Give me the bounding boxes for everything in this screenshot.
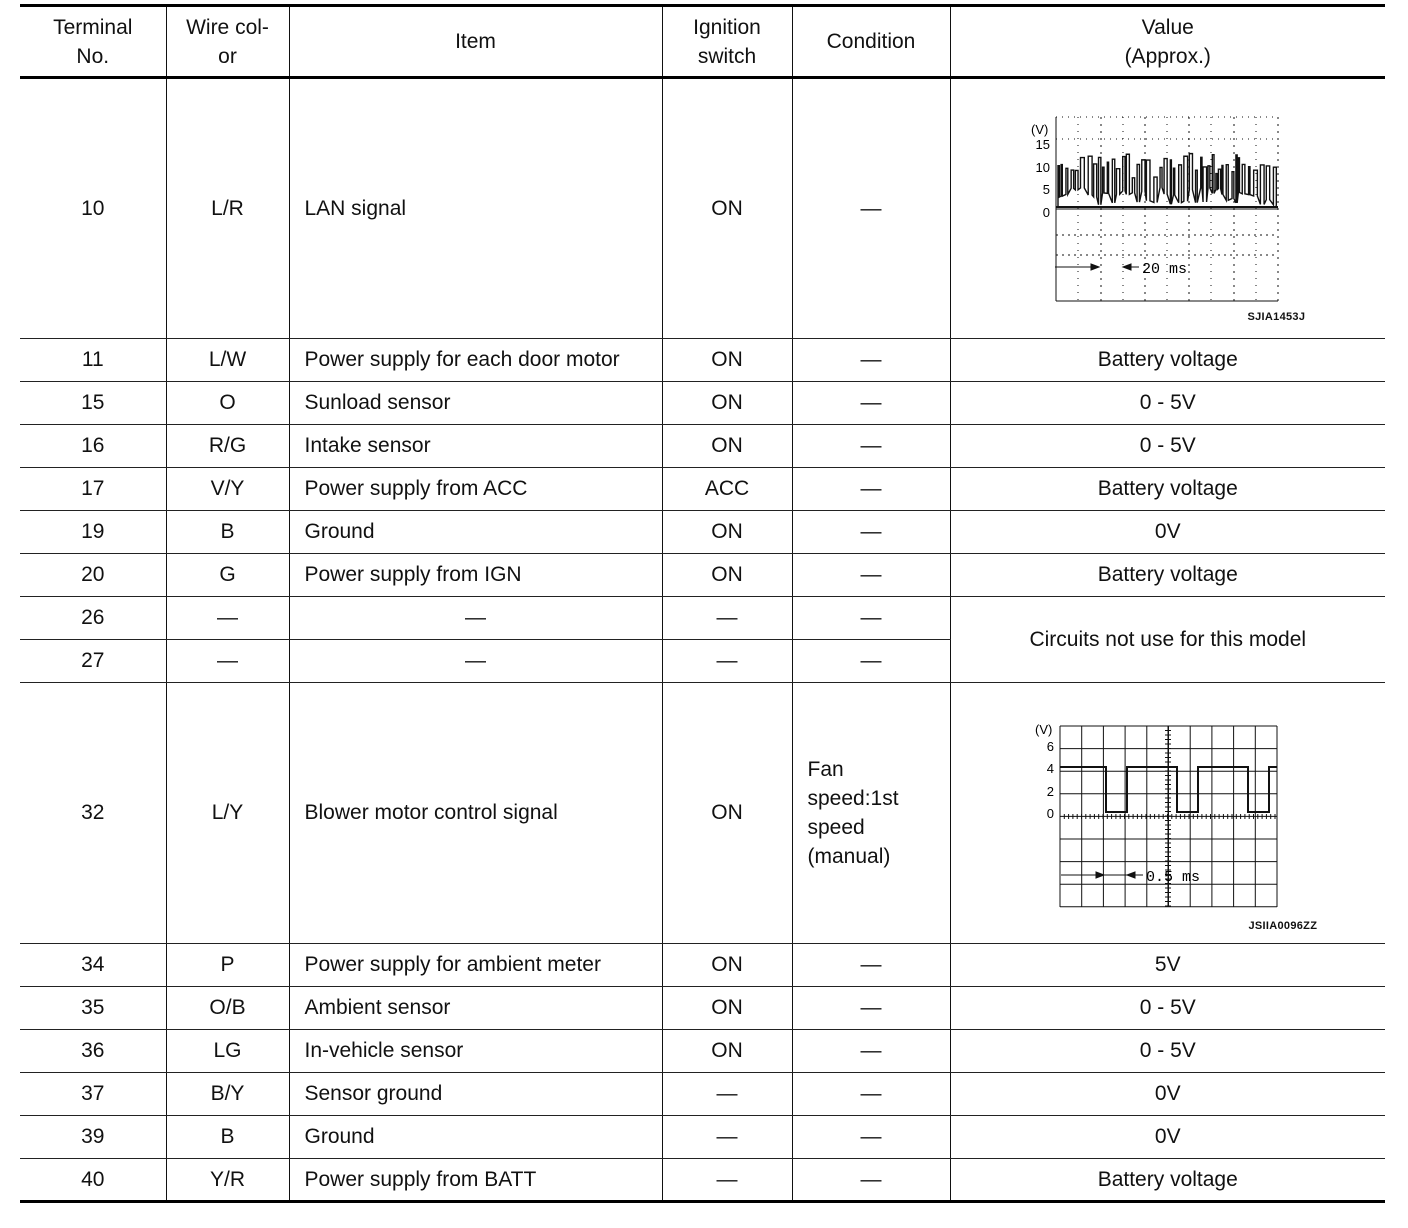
table-row	[20, 78, 1385, 339]
item-name: —	[289, 597, 662, 640]
terminal-number: 35	[20, 987, 166, 1030]
condition: —	[792, 944, 950, 987]
item-name: Power supply from BATT	[289, 1159, 662, 1202]
header-terminal	[20, 6, 166, 78]
table-row	[20, 1030, 1385, 1073]
terminal-number: 37	[20, 1073, 166, 1116]
wire-color: R/G	[166, 425, 289, 468]
ignition-state: ACC	[662, 468, 792, 511]
table-row	[20, 683, 1385, 944]
ignition-state: ON	[662, 683, 792, 944]
wave-tick-label: 5	[1042, 182, 1050, 197]
table-row	[20, 987, 1385, 1030]
value: Battery voltage	[950, 468, 1385, 511]
value: 0V	[950, 1073, 1385, 1116]
table-row	[20, 1159, 1385, 1202]
value: 5V	[950, 944, 1385, 987]
wave-tick-label: 0	[1046, 805, 1054, 821]
condition: —	[792, 339, 950, 382]
ignition-state: —	[662, 640, 792, 683]
blower-signal-waveform	[951, 684, 1384, 943]
item-name: —	[289, 640, 662, 683]
wire-color: G	[166, 554, 289, 597]
table-row	[20, 597, 1385, 640]
wave-tick-label: 0	[1042, 205, 1050, 220]
value: Battery voltage	[950, 554, 1385, 597]
terminal-number: 40	[20, 1159, 166, 1202]
terminal-number: 19	[20, 511, 166, 554]
ignition-state: ON	[662, 554, 792, 597]
condition-line: (manual)	[807, 845, 891, 868]
wire-color: P	[166, 944, 289, 987]
header-value	[950, 6, 1385, 78]
wire-color: V/Y	[166, 468, 289, 511]
header-value-line1: Value	[1141, 15, 1194, 39]
terminal-table	[20, 4, 1385, 1203]
table-row	[20, 944, 1385, 987]
wave-tick-label: 6	[1046, 738, 1054, 754]
wire-color: B	[166, 1116, 289, 1159]
table-row	[20, 468, 1385, 511]
header-terminal-line1: Terminal	[53, 15, 133, 39]
condition-line: Fan	[807, 758, 844, 781]
value: Battery voltage	[950, 1159, 1385, 1202]
item-name: Power supply from IGN	[289, 554, 662, 597]
condition: —	[792, 382, 950, 425]
wave-time-label: 20 ms	[1141, 261, 1187, 278]
condition: —	[792, 1116, 950, 1159]
ignition-state: ON	[662, 1030, 792, 1073]
condition-line: speed:1st	[807, 787, 899, 810]
table-row	[20, 1116, 1385, 1159]
ignition-state: —	[662, 1116, 792, 1159]
header-ignition-line2: switch	[697, 44, 757, 68]
wire-color: L/R	[166, 78, 289, 339]
value-waveform	[950, 683, 1385, 944]
ignition-state: ON	[662, 78, 792, 339]
terminal-number: 34	[20, 944, 166, 987]
ignition-state: ON	[662, 944, 792, 987]
ignition-state: ON	[662, 987, 792, 1030]
header-wire-line1: Wire col-	[186, 15, 269, 39]
wire-color: —	[166, 597, 289, 640]
terminal-number: 10	[20, 78, 166, 339]
value: 0V	[950, 1116, 1385, 1159]
value: Battery voltage	[950, 339, 1385, 382]
table-row	[20, 1073, 1385, 1116]
value: 0 - 5V	[950, 987, 1385, 1030]
header-condition: Condition	[792, 6, 950, 78]
ignition-state: ON	[662, 511, 792, 554]
item-name: Power supply for each door motor	[289, 339, 662, 382]
value: 0 - 5V	[950, 1030, 1385, 1073]
condition: —	[792, 78, 950, 339]
wire-color: O/B	[166, 987, 289, 1030]
condition: —	[792, 554, 950, 597]
condition: —	[792, 1030, 950, 1073]
item-name: Power supply from ACC	[289, 468, 662, 511]
condition: —	[792, 987, 950, 1030]
item-name: Ambient sensor	[289, 987, 662, 1030]
ignition-state: ON	[662, 382, 792, 425]
wave-unit-label: (V)	[1030, 122, 1048, 137]
figure-id: JSIIA0096ZZ	[1248, 919, 1318, 932]
terminal-number: 39	[20, 1116, 166, 1159]
terminal-number: 17	[20, 468, 166, 511]
wire-color: B/Y	[166, 1073, 289, 1116]
table-row	[20, 382, 1385, 425]
condition: —	[792, 468, 950, 511]
wire-color: Y/R	[166, 1159, 289, 1202]
wave-tick-label: 4	[1046, 760, 1054, 776]
header-wire-color	[166, 6, 289, 78]
item-name: LAN signal	[289, 78, 662, 339]
item-name: Ground	[289, 511, 662, 554]
header-value-line2: (Approx.)	[1124, 44, 1211, 68]
value: 0 - 5V	[950, 425, 1385, 468]
condition: —	[792, 640, 950, 683]
ignition-state: ON	[662, 339, 792, 382]
item-name: Sensor ground	[289, 1073, 662, 1116]
value-merged: Circuits not use for this model	[950, 597, 1385, 683]
item-name: Sunload sensor	[289, 382, 662, 425]
table-row	[20, 339, 1385, 382]
wire-color: L/Y	[166, 683, 289, 944]
wave-time-label: 0.5 ms	[1145, 868, 1200, 886]
terminal-number: 26	[20, 597, 166, 640]
table-row	[20, 511, 1385, 554]
figure-id: SJIA1453J	[1247, 311, 1306, 323]
header-wire-line2: or	[218, 44, 237, 68]
header-row	[20, 6, 1385, 78]
wire-color: L/W	[166, 339, 289, 382]
terminal-number: 15	[20, 382, 166, 425]
terminal-number: 20	[20, 554, 166, 597]
header-item: Item	[289, 6, 662, 78]
wave-tick-label: 15	[1035, 137, 1050, 152]
value-waveform	[950, 78, 1385, 339]
ignition-state: ON	[662, 425, 792, 468]
terminal-number: 32	[20, 683, 166, 944]
wire-color: —	[166, 640, 289, 683]
condition: —	[792, 597, 950, 640]
item-name: Blower motor control signal	[289, 683, 662, 944]
item-name: Ground	[289, 1116, 662, 1159]
condition: —	[792, 1073, 950, 1116]
wave-unit-label: (V)	[1034, 721, 1052, 737]
wire-color: O	[166, 382, 289, 425]
ignition-state: —	[662, 1073, 792, 1116]
condition: —	[792, 511, 950, 554]
condition-line: speed	[807, 816, 865, 839]
condition: —	[792, 425, 950, 468]
table-row	[20, 554, 1385, 597]
condition	[792, 683, 950, 944]
value: 0V	[950, 511, 1385, 554]
wire-color: B	[166, 511, 289, 554]
table-row	[20, 425, 1385, 468]
terminal-number: 16	[20, 425, 166, 468]
header-ignition	[662, 6, 792, 78]
wire-color: LG	[166, 1030, 289, 1073]
item-name: Intake sensor	[289, 425, 662, 468]
terminal-number: 27	[20, 640, 166, 683]
value: 0 - 5V	[950, 382, 1385, 425]
header-ignition-line1: Ignition	[693, 15, 761, 39]
wave-tick-label: 2	[1046, 783, 1054, 799]
condition: —	[792, 1159, 950, 1202]
terminal-number: 11	[20, 339, 166, 382]
item-name: In-vehicle sensor	[289, 1030, 662, 1073]
item-name: Power supply for ambient meter	[289, 944, 662, 987]
ignition-state: —	[662, 597, 792, 640]
header-terminal-line2: No.	[76, 44, 110, 68]
lan-signal-waveform	[951, 79, 1384, 338]
ignition-state: —	[662, 1159, 792, 1202]
wave-tick-label: 10	[1035, 160, 1050, 175]
terminal-number: 36	[20, 1030, 166, 1073]
